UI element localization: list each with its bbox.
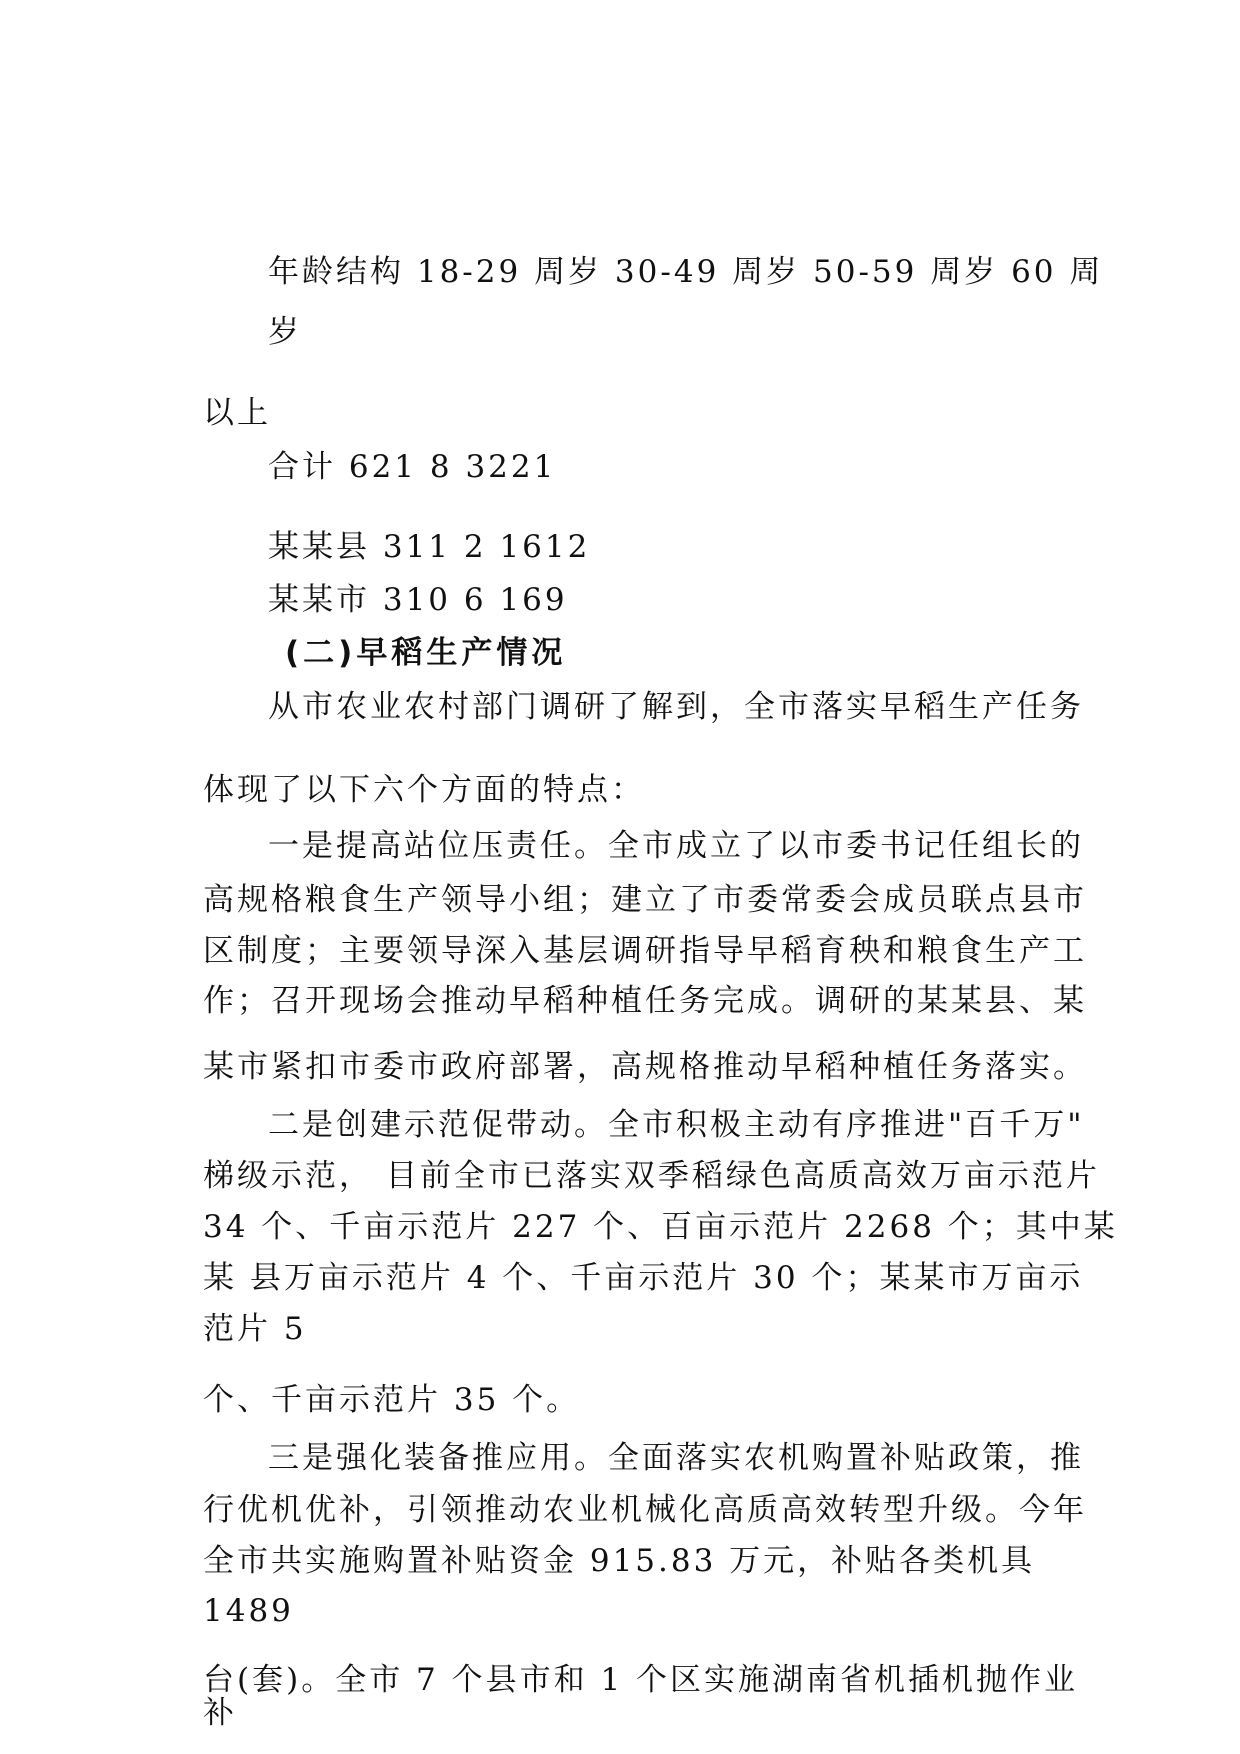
paragraph-line: 范片 5 <box>203 1311 307 1347</box>
table-row-total: 合计 621 8 3221 <box>268 449 557 485</box>
paragraph-line: 全市共实施购置补贴资金 915.83 万元，补贴各类机具 <box>203 1543 1036 1579</box>
table-row-city: 某某市 310 6 169 <box>268 582 568 618</box>
age-structure-above: 以上 <box>203 395 271 431</box>
paragraph-line: 二是创建示范促带动。全市积极主动有序推进"百千万" <box>268 1107 1085 1143</box>
paragraph-line: 个、千亩示范片 35 个。 <box>203 1382 581 1418</box>
paragraph-line: 某市紧扣市委市政府部署，高规格推动早稻种植任务落实。 <box>203 1049 1087 1085</box>
paragraph-line: 1489 <box>203 1593 294 1629</box>
paragraph-line: 台(套)。全市 7 个县市和 1 个区实施湖南省机插机抛作业 <box>203 1662 1079 1698</box>
paragraph-line: 从市农业农村部门调研了解到，全市落实早稻生产任务 <box>268 689 1084 725</box>
paragraph-line: 三是强化装备推应用。全面落实农机购置补贴政策，推 <box>268 1440 1084 1476</box>
paragraph-line: 高规格粮食生产领导小组；建立了市委常委会成员联点县市 <box>203 882 1087 918</box>
paragraph-line: 区制度；主要领导深入基层调研指导早稻育秧和粮食生产工 <box>203 933 1087 969</box>
table-row-county: 某某县 311 2 1612 <box>268 529 591 565</box>
age-structure-header-cont: 岁 <box>268 314 302 350</box>
paragraph-line: 行优机优补，引领推动农业机械化高质高效转型升级。今年 <box>203 1492 1087 1528</box>
paragraph-line: 某 县万亩示范片 4 个、千亩示范片 30 个；某某市万亩示 <box>203 1260 1084 1296</box>
paragraph-line: 一是提高站位压责任。全市成立了以市委书记任组长的 <box>268 828 1084 864</box>
age-structure-header: 年龄结构 18-29 周岁 30-49 周岁 50-59 周岁 60 周 <box>268 254 1104 290</box>
paragraph-line: 补 <box>203 1695 237 1731</box>
paragraph-line: 体现了以下六个方面的特点： <box>203 772 645 808</box>
paragraph-line: 作；召开现场会推动早稻种植任务完成。调研的某某县、某 <box>203 983 1087 1019</box>
paragraph-line: 34 个、千亩示范片 227 个、百亩示范片 2268 个；其中某 <box>203 1209 1118 1245</box>
paragraph-line: 梯级示范， 目前全市已落实双季稻绿色高质高效万亩示范片 <box>203 1158 1100 1194</box>
section-heading: (二)早稻生产情况 <box>285 635 567 671</box>
